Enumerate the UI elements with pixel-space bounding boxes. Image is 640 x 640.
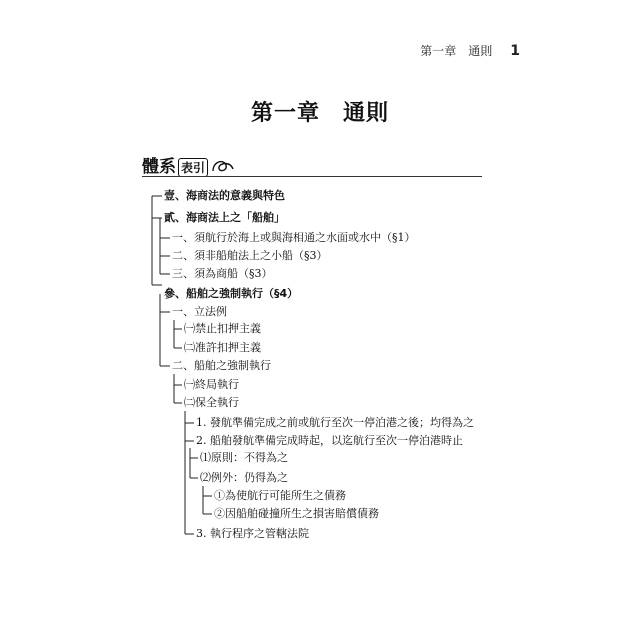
running-title: 第一章 通則 xyxy=(420,44,493,58)
chapter-title: 第一章 通則 xyxy=(250,101,389,126)
outline-item-3-2-2-2-2-1: ①為使航行可能所生之債務 xyxy=(214,489,346,502)
outline-item-3-2-2-2-2: ⑵例外：仍得為之 xyxy=(200,471,288,484)
outline-item-3-1: 一、立法例 xyxy=(172,305,227,318)
outline-item-2-1: 一、須航行於海上或與海相通之水面或水中（§1） xyxy=(172,231,416,244)
outline-item-3-2-2-1: 1. 發航準備完成之前或航行至次一停泊港之後；均得為之 xyxy=(196,416,474,429)
outline-item-3-1-2: ㈡准許扣押主義 xyxy=(184,341,261,354)
outline-item-3-2-2-2: 2. 船舶發航準備完成時起，以迄航行至次一停泊港時止 xyxy=(196,434,463,447)
outline-item-3-2-2-2-1: ⑴原則：不得為之 xyxy=(200,451,288,464)
outline-item-3-2-2: ㈡保全執行 xyxy=(184,396,239,409)
outline-item-2: 貳、海商法上之「船舶」 xyxy=(164,211,285,224)
badge-label: 體系 xyxy=(142,157,176,177)
outline-item-3: 參、船舶之強制執行（§4） xyxy=(164,287,299,300)
outline-item-2-2: 二、須非船舶法上之小船（§3） xyxy=(172,249,328,262)
outline-item-3-2-1: ㈠終局執行 xyxy=(184,378,239,391)
outline-item-3-1-1: ㈠禁止扣押主義 xyxy=(184,322,261,335)
outline-item-1: 壹、海商法的意義與特色 xyxy=(164,189,285,202)
outline-item-3-2-2-3: 3. 執行程序之管轄法院 xyxy=(196,527,309,540)
badge-sub: 表引 xyxy=(178,158,208,177)
outline-item-3-2: 二、船舶之強制執行 xyxy=(172,359,271,372)
outline-item-2-3: 三、須為商船（§3） xyxy=(172,267,273,280)
outline-item-3-2-2-2-2-2: ②因船舶碰撞所生之損害賠償債務 xyxy=(214,507,379,520)
page-number: 1 xyxy=(510,42,520,59)
